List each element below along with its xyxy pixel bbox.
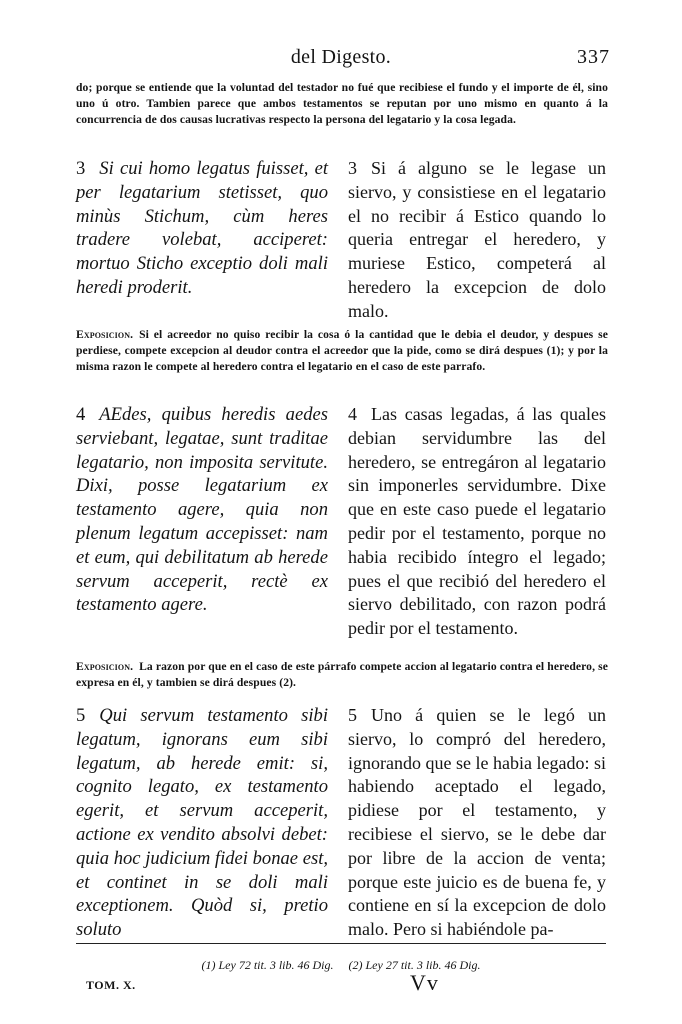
footnote-1: (1) Ley 72 tit. 3 lib. 46 Dig. — [201, 958, 334, 972]
latin-text: AEdes, quibus heredis aedes serviebant, legatae, sunt traditae legatario, non imposita servitute. Dixi, posse legatarium ex testamento agere, quia non plenum legatum accepisset: nam et eum, qui debilitatum ab herede servum acceperit, rectè ex testamento agere. — [76, 404, 328, 616]
paragraph-number: 5 — [76, 705, 86, 726]
footnote-2: (2) Ley 27 tit. 3 lib. 46 Dig. — [348, 958, 481, 972]
paragraph-number: 3 — [76, 158, 86, 179]
running-title: del Digesto. — [290, 46, 392, 68]
latin-text: Si cui homo legatus fuisset, et per legatarium stetisset, quo minùs Stichum, cùm heres tradere volebat, acciperet: mortuo Sticho exceptio doli mali heredi proderit. — [76, 158, 328, 298]
spanish-paragraph-4 — [348, 403, 606, 641]
exposicion-1 — [76, 327, 608, 375]
spanish-text: Las casas legadas, á las quales debian servidumbre las del heredero, se entregáron al legatario sin imponerles servidumbre. Dixe que en este caso puede el legatario pedir por el testamento, porque no habia recibido íntegro el legado; pues el que recibió del heredero el siervo debilitado, con razon podrá pedir por el testamento. — [348, 404, 606, 639]
paragraph-number: 4 — [76, 404, 86, 425]
exposicion-label: Exposicion. — [76, 660, 134, 673]
footnotes — [0, 958, 682, 973]
exposicion-text: Si el acreedor no quiso recibir la cosa ó la cantidad que le debia el deudor, y despues se perdiese, compete excepcion al deudor contra el acreedor que la pide, como se dirá despues (1); y por la misma razon le compete al heredero contra el legatario en el caso de este parrafo. — [76, 328, 608, 373]
exposicion-label: Exposicion. — [76, 328, 134, 341]
spanish-paragraph-5 — [348, 704, 606, 942]
latin-paragraph-3 — [76, 157, 328, 300]
paragraph-number: 3 — [348, 158, 357, 178]
page-number: 337 — [577, 46, 610, 68]
paragraph-number: 5 — [348, 705, 357, 725]
continued-commentary: do; porque se entiende que la voluntad del testador no fué que recibiese el fundo y el importe de él, sino uno ú otro. Tambien parece que ambos testamentos se reputan por uno mismo en quanto á la concurrencia de dos causas lucrativas respecto la persona del legatario y la cosa legada. — [76, 81, 608, 126]
exposicion-2 — [76, 659, 608, 691]
footnote-rule — [76, 943, 606, 944]
latin-paragraph-5 — [76, 704, 328, 942]
latin-paragraph-4 — [76, 403, 328, 617]
spanish-text: Si á alguno se le legase un siervo, y consistiese en el legatario el no recibir á Estico quando lo queria entregar el heredero, y muriese Estico, competerá al heredero la excepcion de dolo malo. — [348, 158, 606, 321]
exposicion-text: La razon por que en el caso de este párrafo compete accion al legatario contra el heredero, se expresa en él, y tambien se dirá despues (2). — [76, 660, 608, 689]
spanish-paragraph-3 — [348, 157, 606, 324]
spanish-text: Uno á quien se le legó un siervo, lo compró del heredero, ignorando que se le habia legado: si habiendo aceptado el legado, pidiese por el testamento, y recibiese el siervo, se le debe dar por libre de la accion de venta; porque este juicio es de buena fe, y contiene en sí la excepcion de dolo malo. Pero si habiéndole pa- — [348, 705, 606, 940]
paragraph-number: 4 — [348, 404, 357, 424]
volume-signature: TOM. X. — [86, 978, 136, 992]
gathering-mark: Vv — [410, 970, 439, 995]
latin-text: Qui servum testamento sibi legatum, ignorans eum sibi legatum, ab herede emit: si, cognito legato, ex testamento egerit, et servum acceperit, actione ex vendito absolvi debet: quia hoc judicium fidei bonae est, et continet in se doli mali exceptionem. Quòd si, pretio soluto — [76, 705, 329, 941]
page-header — [0, 46, 682, 76]
